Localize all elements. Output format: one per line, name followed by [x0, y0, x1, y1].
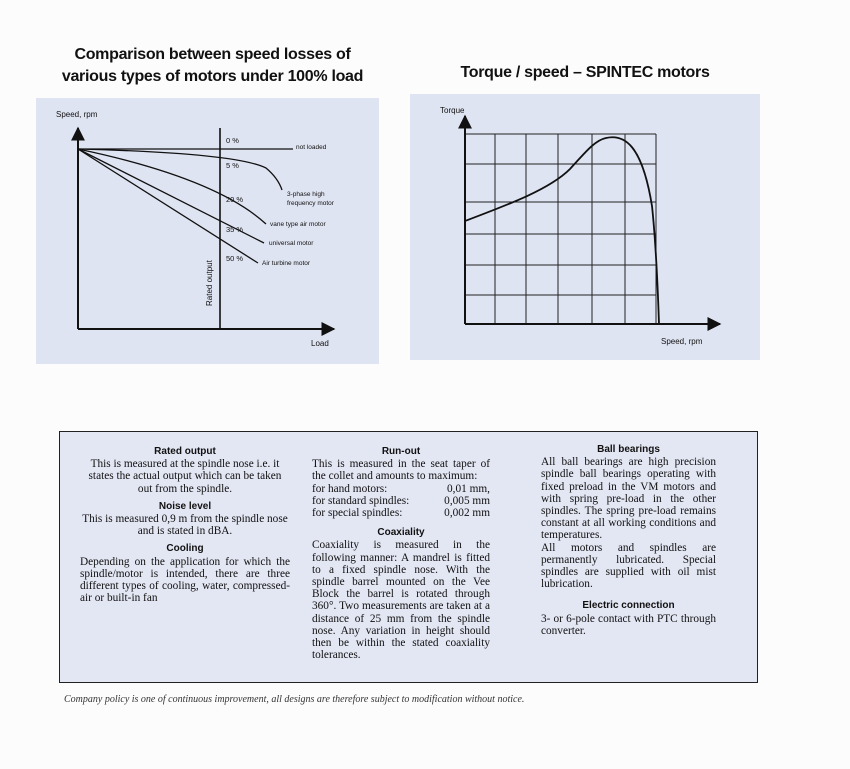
info-column-2 — [312, 446, 490, 667]
pct-0: 0 % — [226, 136, 239, 145]
info-column-3 — [541, 444, 716, 641]
noise-level-heading: Noise level — [158, 500, 212, 512]
x-axis-label: Load — [311, 339, 329, 348]
x-axis-label: Speed, rpm — [661, 337, 703, 346]
left-chart-title-line2: various types of motors under 100% load — [61, 68, 364, 85]
pct-20: 20 % — [226, 195, 244, 204]
ball-bearings-text-1: All ball bearings are high precision spindle ball bearings operating with fixed preload in the VM motors and with spring pre-load in the other spindles. The spring pre-load remains constant at all working conditions and temperatures. — [541, 456, 716, 542]
ball-bearings-heading: Ball bearings — [597, 444, 660, 455]
label-not-loaded: not loaded — [296, 144, 327, 151]
electric-connection-heading: Electric connection — [582, 600, 675, 612]
label-air-turbine: Air turbine motor — [262, 260, 311, 267]
torque-curve — [465, 137, 659, 324]
coaxiality-text: Coaxiality is measured in the following manner: A mandrel is fitted to a fixed spindle nose. With the spindle barrel mounted on the Vee Block the barrel is rotated through 360°. Two measurements are taken at a distance of 25 mm from the spindle nose. Any variation in height should then be within the stated coaxiality tolerances. — [312, 539, 490, 662]
run-out-row: for special spindles: 0,002 mm — [312, 507, 490, 520]
left-chart-title — [40, 44, 385, 88]
speed-loss-chart — [36, 98, 379, 364]
info-box — [59, 431, 758, 683]
label-vane: vane type air motor — [270, 221, 326, 228]
label-universal: universal motor — [269, 240, 314, 247]
left-chart-title-line1: Comparison between speed losses of — [74, 46, 351, 63]
info-column-1 — [80, 446, 290, 610]
run-out-row: for standard spindles: 0,005 mm — [312, 494, 490, 507]
curve-3phase — [78, 149, 282, 190]
torque-speed-chart — [410, 94, 760, 360]
cooling-text: Depending on the application for which the spindle/motor is intended, there are three different types of cooling, water, compressed-air or built-in fan — [80, 555, 290, 605]
ball-bearings-text-2: All motors and spindles are permanently lubricated. Special spindles are supplied with oil mist lubrication. — [541, 541, 716, 591]
grid — [465, 134, 656, 324]
rated-output-text: This is measured at the spindle nose i.e. it states the actual output which can be taken out from the spindle. — [88, 458, 282, 495]
label-3phase-2: frequency motor — [287, 200, 334, 207]
run-out-heading: Run-out — [381, 446, 421, 457]
y-axis-label: Torque — [440, 106, 465, 115]
cooling-heading: Cooling — [166, 543, 204, 555]
pct-35: 35 % — [226, 225, 244, 234]
run-out-row: for hand motors: 0,01 mm, — [312, 482, 490, 495]
electric-connection-text: 3- or 6-pole contact with PTC through converter. — [541, 612, 716, 637]
label-3phase-1: 3-phase high — [287, 191, 325, 198]
footnote: Company policy is one of continuous improvement, all designs are therefore subject to modification without notice. — [64, 694, 525, 705]
coaxiality-heading: Coaxiality — [377, 527, 425, 539]
rated-output-label: Rated output — [205, 260, 214, 306]
y-axis-label: Speed, rpm — [56, 110, 98, 119]
pct-50: 50 % — [226, 254, 244, 263]
right-chart-title: Torque / speed – SPINTEC motors — [460, 64, 710, 81]
noise-level-text: This is measured 0,9 m from the spindle nose and is stated in dBA. — [82, 513, 288, 538]
pct-5: 5 % — [226, 161, 239, 170]
run-out-text: This is measured in the seat taper of the collet and amounts to maximum: — [312, 458, 490, 483]
rated-output-heading: Rated output — [154, 446, 216, 457]
